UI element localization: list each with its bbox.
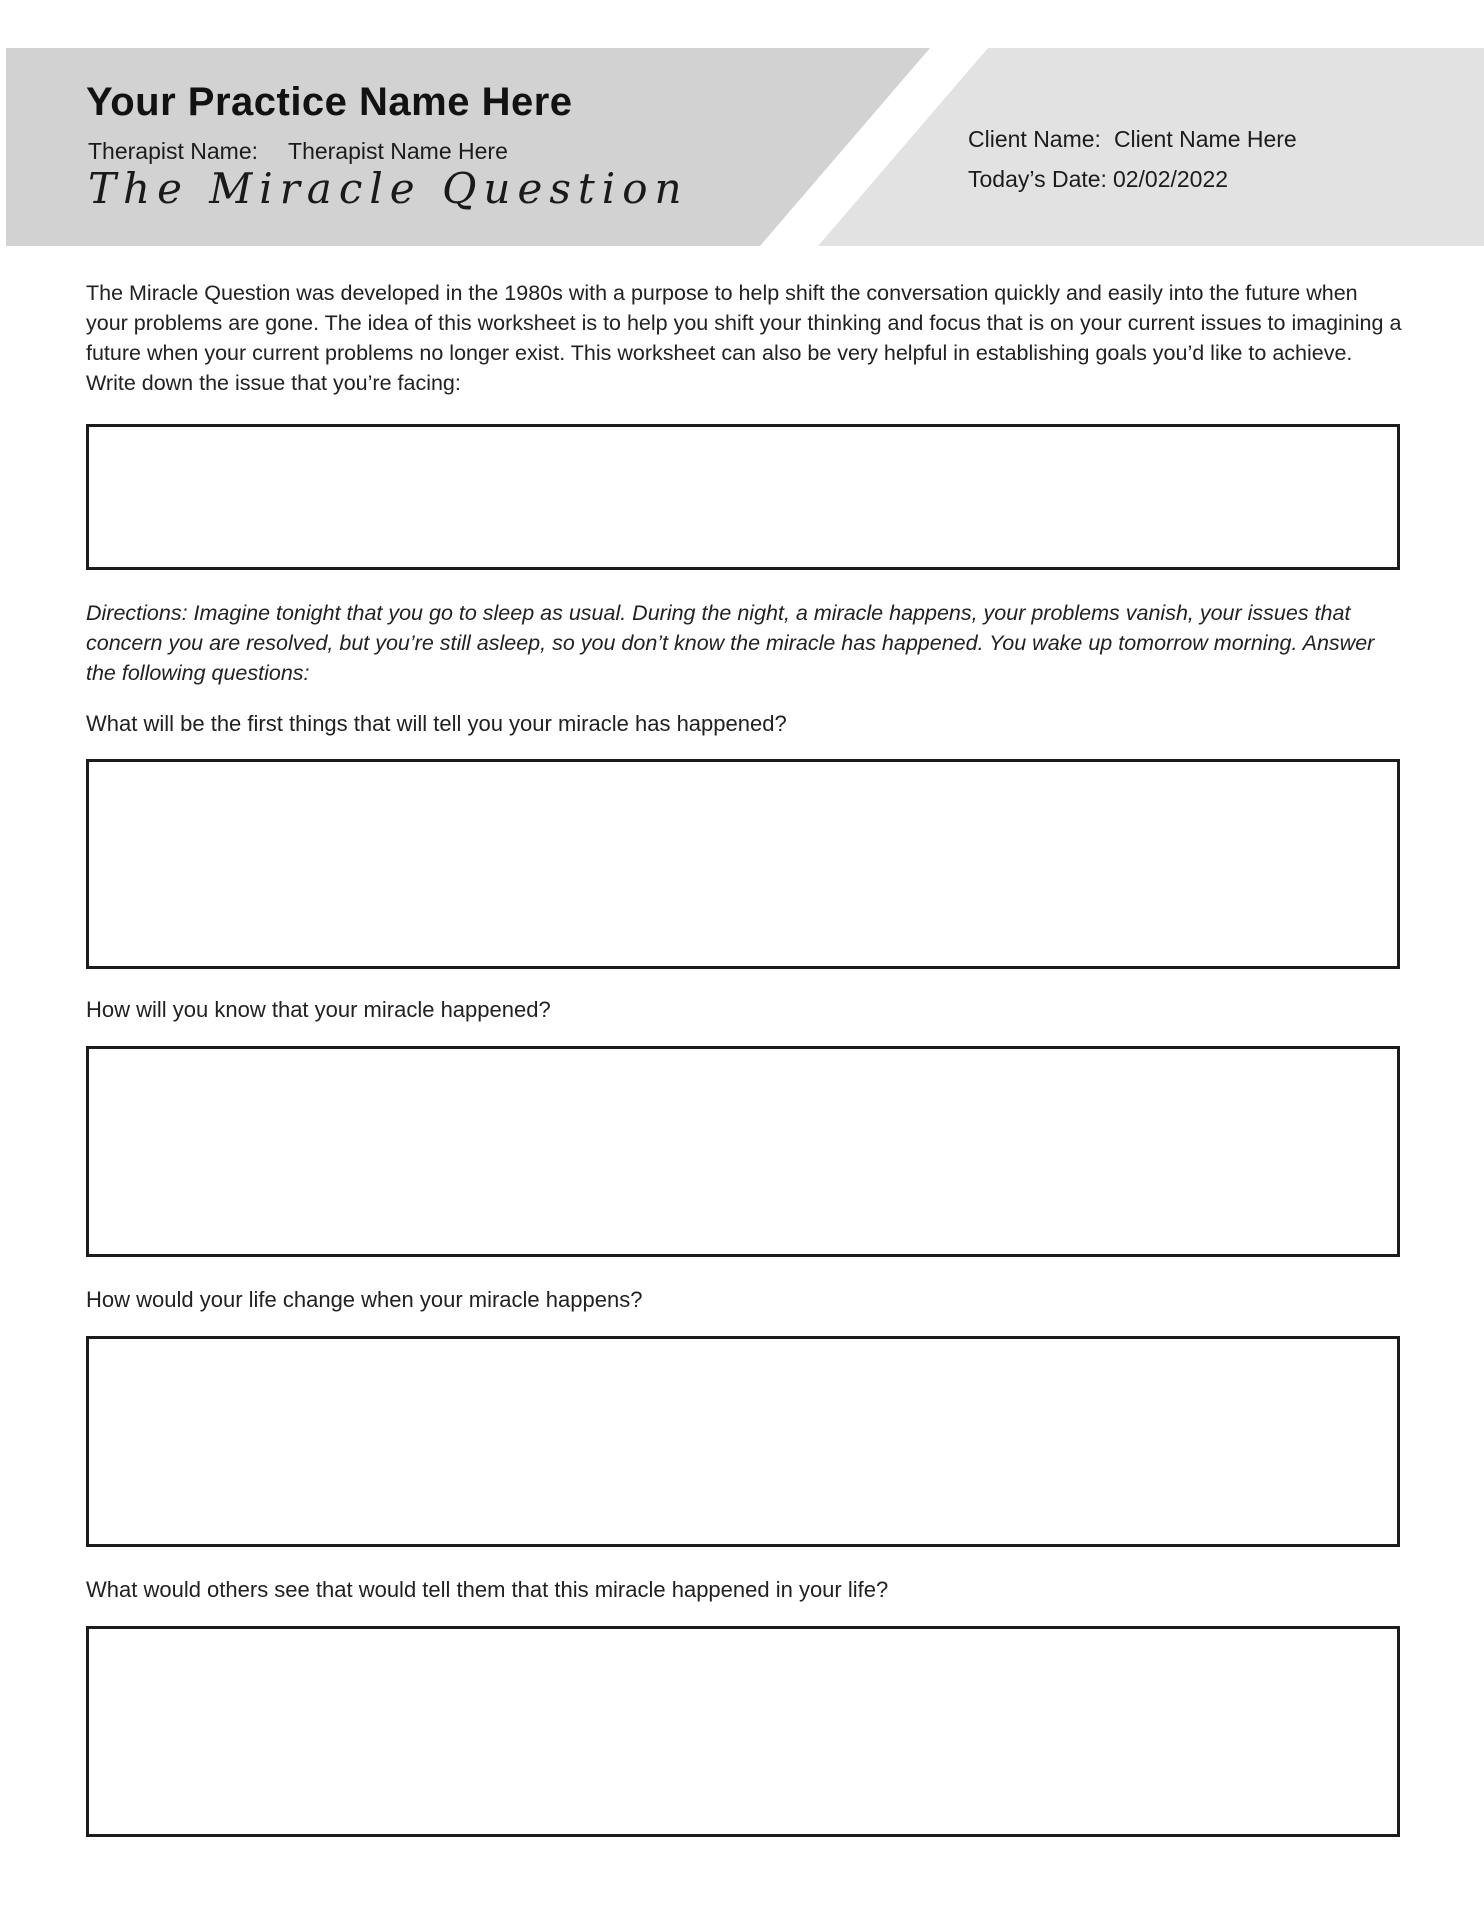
intro-paragraph: The Miracle Question was developed in the 1980s with a purpose to help shift the conversation quickly and easily into the future when your problems are gone. The idea of this worksheet is to help you shift your thinking and focus that is on your current issues to imagining a future when your current problems no longer exist. This worksheet can also be very helpful in establishing goals you’d like to achieve. Write down the issue that you’re facing: <box>86 281 1402 395</box>
date-value: 02/02/2022 <box>1112 166 1229 192</box>
therapist-name-label: Therapist Name: <box>88 138 259 164</box>
date-line <box>968 166 1228 193</box>
directions-paragraph: Directions: Imagine tonight that you go to sleep as usual. During the night, a miracle happens, your problems vanish, your issues that concern you are resolved, but you’re still asleep, so you don’t know the miracle has happened. You wake up tomorrow morning. Answer the following questions: <box>86 601 1375 685</box>
answer-input-4[interactable] <box>86 1626 1400 1837</box>
question-2-label: How will you know that your miracle happened? <box>86 997 551 1022</box>
header-band <box>0 48 1484 246</box>
answer-input-1[interactable] <box>86 759 1400 969</box>
answer-input-3[interactable] <box>86 1336 1400 1547</box>
issue-input[interactable] <box>86 424 1400 570</box>
practice-name: Your Practice Name Here <box>86 80 573 124</box>
client-name-line <box>968 126 1297 153</box>
question-3-label: How would your life change when your miracle happens? <box>86 1287 643 1312</box>
client-name-value: Client Name Here <box>1113 126 1297 152</box>
date-label: Today’s Date: <box>968 166 1107 192</box>
question-1-label: What will be the first things that will tell you your miracle has happened? <box>86 711 787 736</box>
question-4-label: What would others see that would tell them that this miracle happened in your life? <box>86 1577 889 1602</box>
answer-input-2[interactable] <box>86 1046 1400 1257</box>
therapist-name-line <box>88 138 508 165</box>
worksheet-title: The Miracle Question <box>88 164 689 213</box>
client-name-label: Client Name: <box>968 126 1101 152</box>
therapist-name-value: Therapist Name Here <box>288 138 508 164</box>
